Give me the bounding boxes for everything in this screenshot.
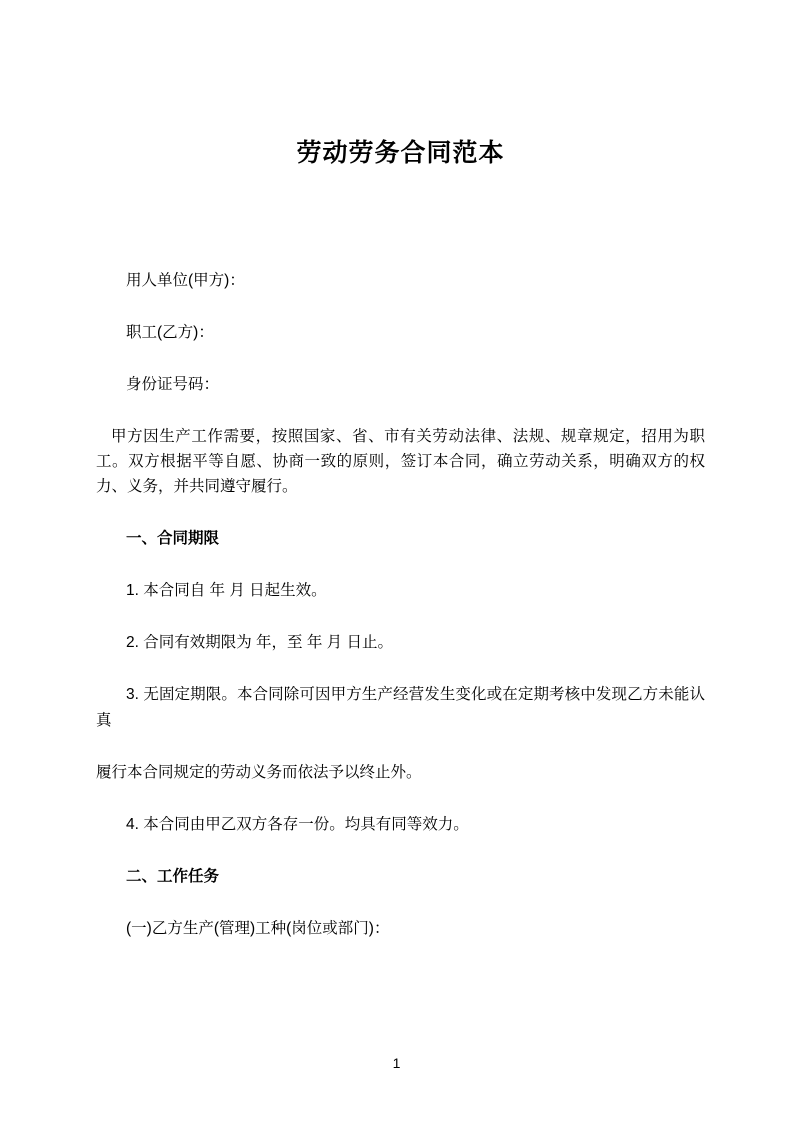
title-spacer [96, 170, 705, 268]
paragraph: 二、工作任务 [126, 867, 220, 885]
paragraph: 2. 合同有效期限为 年，至 年 月 日止。 [126, 634, 393, 652]
paragraph: 甲方因生产工作需要，按照国家、省、市有关劳动法律、法规、规章规定，招用为职工。双方根据平等自愿、协商一致的原则，签订本合同，确立劳动关系，明确双方的权力、义务，并共同遵守履行。 [96, 427, 705, 496]
page-number: 1 [392, 1055, 401, 1071]
paragraph: 一、合同期限 [126, 530, 220, 548]
paragraph: (一)乙方生产(管理)工种(岗位或部门)： [126, 920, 390, 938]
paragraph: 4. 本合同由甲乙双方各存一份。均具有同等效力。 [126, 815, 469, 833]
paragraph: 1. 本合同自 年 月 日起生效。 [126, 582, 327, 600]
paragraph: 履行本合同规定的劳动义务而依法予以终止外。 [96, 763, 422, 781]
paragraph: 用人单位(甲方)： [126, 271, 245, 289]
document-body [96, 0, 705, 968]
paragraph: 3. 无固定期限。本合同除可因甲方生产经营发生变化或在定期考核中发现乙方未能认真 [96, 686, 705, 729]
paragraph-list [96, 268, 705, 942]
paragraph: 职工(乙方)： [126, 323, 214, 341]
page-title: 劳动劳务合同范本 [296, 139, 505, 167]
paragraph: 身份证号码： [126, 375, 220, 393]
